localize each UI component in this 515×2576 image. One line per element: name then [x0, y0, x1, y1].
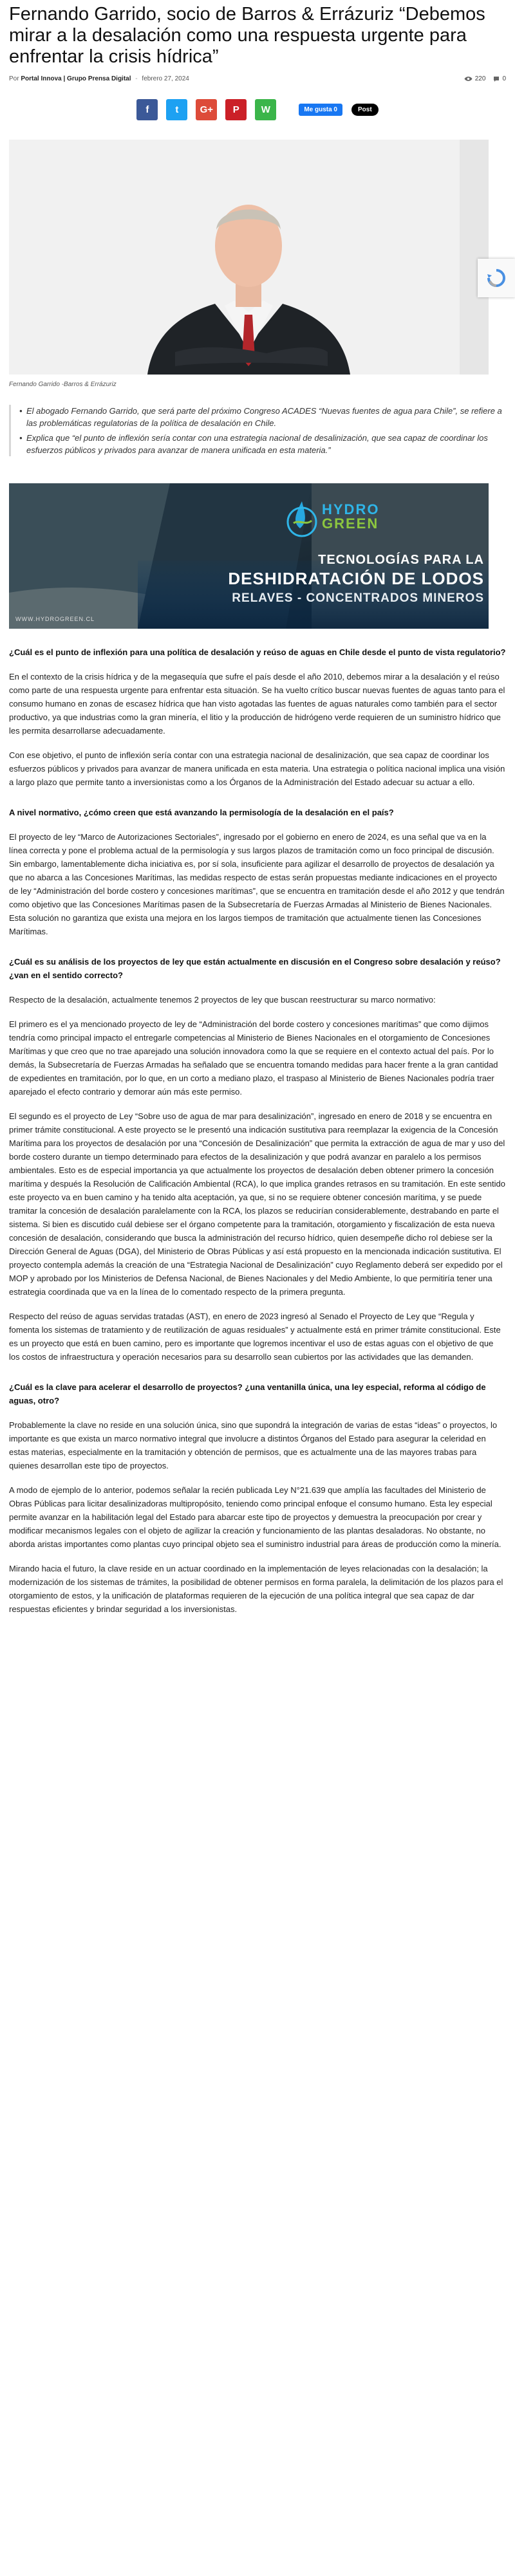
- highlight-item: • Explica que “el punto de inflexión sería contar con una estrategia nacional de desalinización, que sea capaz de coordinar los esfuerzos públicos y privados para avanzar de manera unificada en esta materia.”: [26, 432, 506, 456]
- brand-top: HYDRO: [322, 501, 380, 517]
- author-link[interactable]: Portal Innova | Grupo Prensa Digital: [21, 75, 131, 82]
- x-post-button[interactable]: Post: [351, 104, 379, 116]
- portrait-photo: [9, 140, 489, 375]
- facebook-like-button[interactable]: Me gusta 0: [299, 104, 342, 116]
- recaptcha-icon: [487, 268, 506, 288]
- facebook-share-button[interactable]: f: [136, 99, 158, 120]
- interview-answer: El proyecto de ley “Marco de Autorizaciones Sectoriales”, ingresado por el gobierno en enero de 2024, es una señal que va en la línea correcta y pone el problema actual de la permisología y sus largos plazos de tramitación como un foco principal de discusión. Sin embargo, lamentablemente dicha iniciativa es, por sí sola, insuficiente para agilizar el desarrollo de proyectos de desalación ya que no abarca a las Concesiones Marítimas, las medidas respecto de estas serán propuestas mediante indicaciones en el proyecto de ley “Administración del borde costero y concesiones marítimas”, que se encuentra en tramitación desde el año 2012 y que tendrán como objetivo que las Concesiones Marítimas pasen de la Subsecretaría de Fuerzas Armadas al Ministerio de Bienes Nacionales. Esta solución no garantiza que exista una mejora en los largos tiempos de tramitación que actualmente tienen las Concesiones Marítimas.: [9, 832, 505, 936]
- hydrogreen-ad-banner[interactable]: [9, 483, 489, 629]
- banner-line1: TECNOLOGÍAS PARA LA: [318, 553, 484, 567]
- comments-count[interactable]: [493, 75, 506, 82]
- interview-answer: Mirando hacia el futuro, la clave reside en un actuar coordinado en la implementación de leyes relacionadas con la desalación; la modernización de los sistemas de trámites, la posibilidad de obtener permisos en forma paralela, la delimitación de los plazos para el otorgamiento de estos, y la unificación de plataformas requieren de la ejecución de una política integral que sea capaz de dar respuestas eficientes y brindar seguridad a los inversionistas.: [9, 1564, 503, 1614]
- banner-line3: RELAVES - CONCENTRADOS MINEROS: [232, 591, 484, 605]
- interview-answer: A modo de ejemplo de lo anterior, podemos señalar la recién publicada Ley N°21.639 que amplía las facultades del Ministerio de Obras Públicas para licitar desalinizadoras multipropósito, teniendo como principal enfoque el consumo humano. Esta ley especial permite avanzar en la habilitación legal del Estado para abarcar este tipo de proyectos y demuestra la preocupación por crear y modificar mecanismos legales con el objeto de agilizar la creación y funcionamiento de las plantas desaladoras. No obstante, no aborda aristas importantes como plantas cuyo principal objeto sea el suministro industrial para áreas de producción como la minería.: [9, 1485, 501, 1549]
- google-plus-share-button[interactable]: G+: [196, 99, 217, 120]
- interview-answer: Respecto de la desalación, actualmente tenemos 2 proyectos de ley que buscan reestructurar su marco normativo:: [9, 995, 436, 1005]
- highlight-item: • El abogado Fernando Garrido, que será parte del próximo Congreso ACADES “Nuevas fuentes de agua para Chile”, se refiere a las problemáticas regulatorias de la política de desalación en Chile.: [26, 405, 506, 429]
- hero-image: [9, 140, 489, 375]
- interview-answer: Respecto del reúso de aguas servidas tratadas (AST), en enero de 2023 ingresó al Senado el Proyecto de Ley que “Regula y fomenta los sistemas de tratamiento y de reutilización de aguas residuales” y actualmente está en primer trámite constitucional. Este es un proyecto que está en buen camino, pero es importante que logremos incentivar el uso de estas aguas con el objetivo de que los costos de infraestructura y operación necesarios para su desarrollo sean cubiertos por las actividades que las demanden.: [9, 1311, 501, 1362]
- article-highlights: [9, 405, 506, 456]
- whatsapp-share-button[interactable]: W: [255, 99, 276, 120]
- hero-caption: Fernando Garrido -Barros & Errázuriz: [9, 381, 117, 388]
- banner-line2: DESHIDRATACIÓN DE LODOS: [228, 569, 484, 588]
- interview-question: ¿Cuál es el punto de inflexión para una política de desalación y reúso de aguas en Chile desde el punto de vista regulatorio?: [9, 647, 506, 657]
- article-stats: [464, 75, 506, 82]
- interview-answer: El primero es el ya mencionado proyecto de ley de “Administración del borde costero y concesiones marítimas” que como dijimos tendría como principal impacto el entregarle competencias al Ministerio de Bienes Nacionales en el otorgamiento de Concesiones Marítimas y que creo que no trae aparejado una solución innovadora como la que se requiere en el contexto actual del país. Por lo demás, la Subsecretaría de Fuerzas Armadas ha señalado que se encuentra tomando medidas para hacer frente a la gran cantidad de expedientes en tramitación, por lo que, en un corto a mediano plazo, el traspaso al Ministerio de Bienes Nacionales podría traer aparejado el efecto contrario y demorar aún más este permiso.: [9, 1019, 498, 1097]
- comment-icon: [493, 76, 500, 82]
- by-label: Por: [9, 75, 19, 82]
- publish-date: febrero 27, 2024: [142, 75, 189, 82]
- views-count: [464, 75, 486, 82]
- article-title: Fernando Garrido, socio de Barros & Errázuriz “Debemos mirar a la desalación como una respuesta urgente para enfrentar la crisis hídrica”: [9, 4, 485, 67]
- comments-value: 0: [502, 75, 506, 82]
- banner-url: WWW.HYDROGREEN.CL: [15, 616, 95, 622]
- social-widgets: [299, 104, 378, 116]
- brand-bottom: GREEN: [322, 515, 379, 532]
- article-body: [9, 645, 506, 1616]
- byline: [9, 75, 189, 82]
- twitter-share-button[interactable]: t: [166, 99, 187, 120]
- interview-question: ¿Cuál es su análisis de los proyectos de ley que están actualmente en discusión en el Congreso sobre desalación y reúso? ¿van en el sentido correcto?: [9, 957, 501, 980]
- pinterest-share-button[interactable]: P: [225, 99, 247, 120]
- interview-question: ¿Cuál es la clave para acelerar el desarrollo de proyectos? ¿una ventanilla única, una ley especial, reforma al código de aguas, otro?: [9, 1382, 486, 1405]
- interview-question: A nivel normativo, ¿cómo creen que está avanzando la permisología de la desalación en el país?: [9, 808, 394, 817]
- eye-icon: [464, 76, 473, 82]
- banner-brand: [322, 503, 379, 531]
- article-meta: [9, 75, 506, 82]
- share-bar: [9, 99, 506, 120]
- views-value: 220: [474, 75, 486, 82]
- interview-answer: El segundo es el proyecto de Ley “Sobre uso de agua de mar para desalinización”, ingresado en enero de 2018 y se encuentra en primer trámite constitucional. A este proyecto se le presentó una indicación sustitutiva para reemplazar la exigencia de la Concesión Marítima para los proyectos de desalación por una “Concesión de Desalinización” que permita la extracción de agua de mar y uso del borde costero durante un tiempo determinado para efectos de la desalinización y que podrá avanzar en paralelo a los permisos ambientales. Esto es de especial importancia ya que actualmente los proyectos de desalación deben obtener primero la concesión marítima y después la Resolución de Calificación Ambiental (RCA), lo que implica grandes retrasos en su tramitación. En este sentido este proyecto va en buen camino y ha tenido alta aceptación, ya que, si no se requiere obtener concesión marítima, y se puede tramitar la concesión de desalación paralelamente con la RCA, los plazos se reducirían considerablemente, destrabando en parte el sistema. Si bien es discutido cuál debiese ser el órgano competente para la tramitación, otorgamiento y fiscalización de esta nueva concesión de desalación, considerando que busca la administración del recurso hídrico, quien desempeñe dicho rol debiese ser la Dirección General de Aguas (DGA), del Ministerio de Obras Públicas y así está propuesto en la mencionada indicación sustitutiva. El proyecto contempla además la creación de una “Estrategia Nacional de Desalinización” cuyo Reglamento deberá ser expedido por el MOP y aprobado por los Ministerios de Defensa Nacional, de Bienes Nacionales y del Medio Ambiente, lo que permitiría tener una estrategia coordinada que va en la línea de lo comentado respecto de la primera pregunta.: [9, 1111, 505, 1297]
- interview-answer: En el contexto de la crisis hídrica y de la megasequía que sufre el país desde el año 2010, debemos mirar a la desalación y el reúso como parte de una respuesta urgente para enfrentar esta situación. Se ha vuelto crítico buscar nuevas fuentes de aguas tanto para el consumo humano en zonas de escasez hídrica que han visto agotadas las fuentes de aguas naturales como también para el sector productivo, ya que industrias como la gran minería, el litio y la producción de hidrógeno verde requieren de un suministro hídrico que les permita desarrollarse adecuadamente.: [9, 672, 505, 736]
- interview-answer: Con ese objetivo, el punto de inflexión sería contar con una estrategia nacional de desalinización, que sea capaz de coordinar los esfuerzos públicos y privados para avanzar de manera unificada en esta materia. Una estrategia o política nacional implica una visión a largo plazo que permite tanto a inversionistas como a los Órganos de la Administración del Estado adecuar su actuar a ello.: [9, 750, 505, 787]
- meta-separator: -: [135, 75, 138, 82]
- interview-answer: Probablemente la clave no reside en una solución única, sino que supondrá la integración de varias de estas “ideas” o proyectos, lo importante es que exista un marco normativo integral que involucre a distintos Órganos del Estado para asegurar la celeridad en estas materias, especialmente en la tramitación y obtención de permisos, que es actualmente una de las mayores trabas para quienes desarrollan este tipo de proyectos.: [9, 1420, 498, 1470]
- recaptcha-badge[interactable]: [478, 259, 515, 297]
- banner-text: [149, 553, 484, 606]
